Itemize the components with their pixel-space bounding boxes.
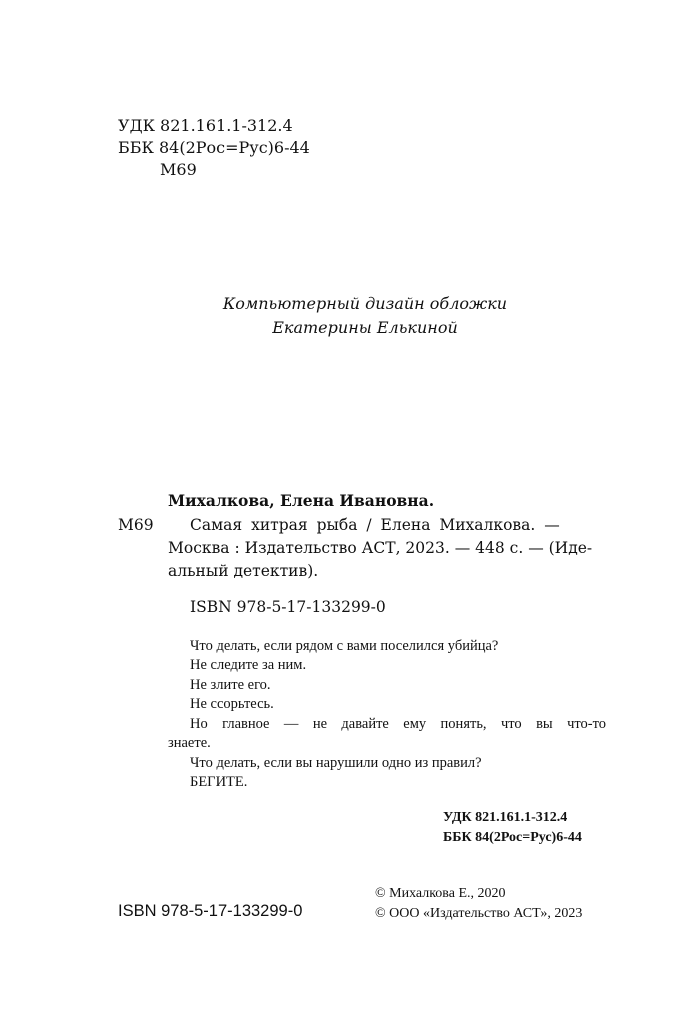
bbk-top: ББК 84(2Рос=Рус)6-44 [118,138,310,157]
annotation-line: Что делать, если рядом с вами поселился убийца? [190,638,499,654]
annotation-line: Что делать, если вы нарушили одно из правил? [190,755,482,771]
annotation-line: БЕГИТЕ. [190,774,248,790]
copyright-author: © Михалкова Е., 2020 [375,886,506,901]
record-series-line: альный детектив). [168,562,319,580]
record-author-mark: М69 [118,516,154,534]
annotation-line: Не ссорьтесь. [190,696,274,712]
record-imprint-line: Москва : Издательство АСТ, 2023. — 448 с. — (Иде- [168,539,593,557]
annotation-line: Не следите за ним. [190,657,307,673]
author-mark-top: М69 [160,160,197,179]
udk-top: УДК 821.161.1-312.4 [118,116,293,135]
cover-design-credit: Компьютерный дизайн обложки [222,294,508,313]
cover-designer-name: Екатерины Елькиной [272,318,458,337]
record-title-line: Самая хитрая рыба / Елена Михалкова. — [190,516,560,534]
copyright-publisher: © ООО «Издательство АСТ», 2023 [375,906,583,921]
record-author: Михалкова, Елена Ивановна. [168,491,435,510]
annotation-line: Но главное — не давайте ему понять, что вы что-то [190,716,606,732]
udk-bottom: УДК 821.161.1-312.4 [443,810,568,825]
bbk-bottom: ББК 84(2Рос=Рус)6-44 [443,830,582,845]
record-isbn: ISBN 978-5-17-133299-0 [190,598,386,616]
annotation-line: знаете. [168,735,211,751]
annotation-line: Не злите его. [190,677,271,693]
isbn-bottom: ISBN 978-5-17-133299-0 [118,902,303,920]
